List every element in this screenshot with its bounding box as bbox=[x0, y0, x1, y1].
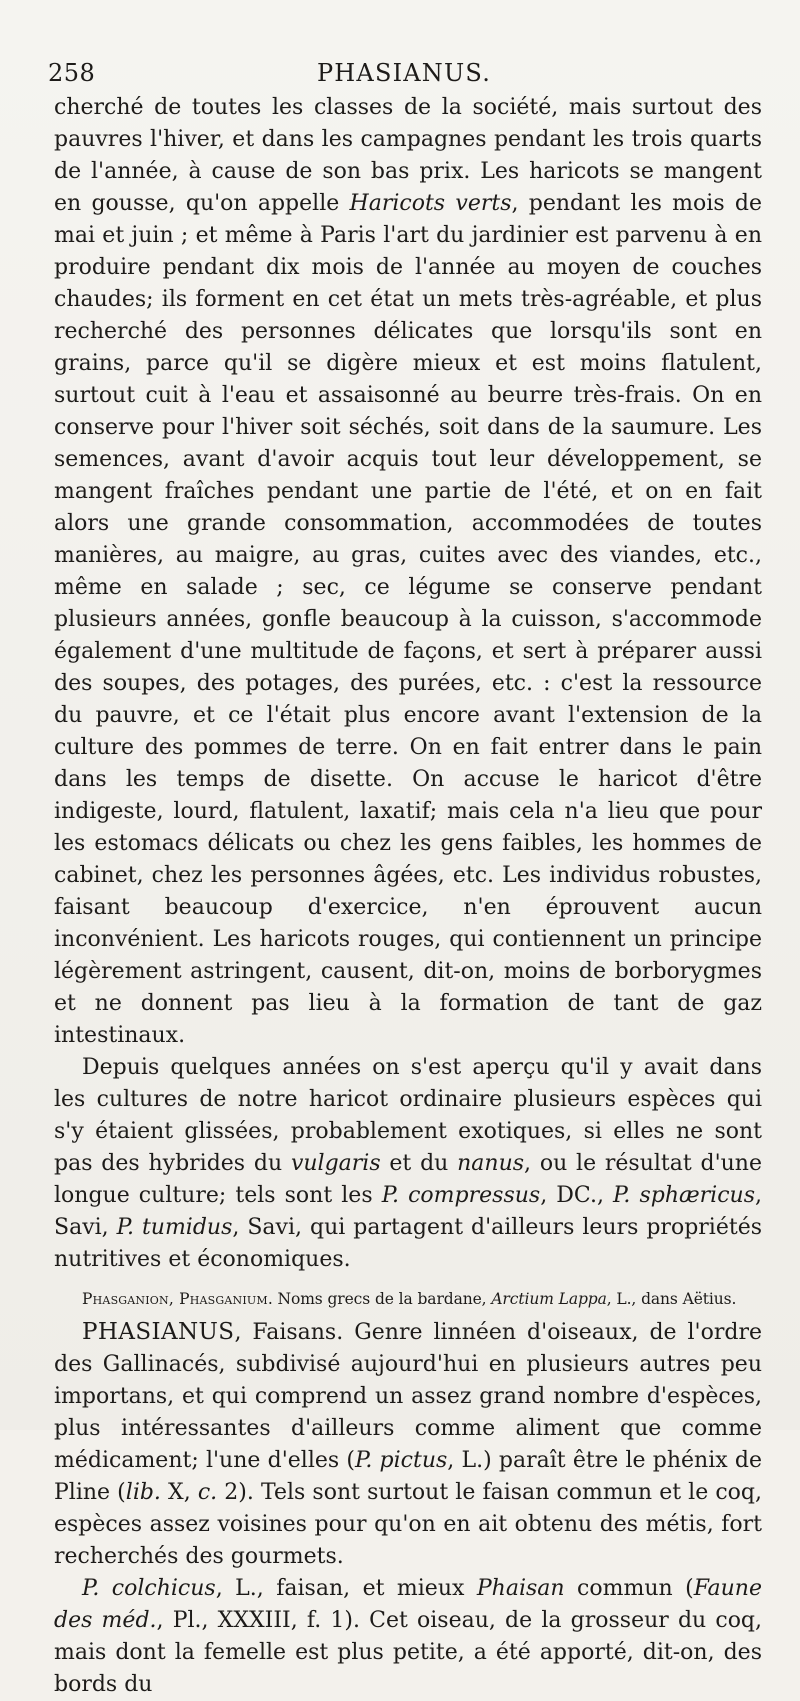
italic-term: P. colchicus bbox=[82, 1576, 216, 1601]
italic-term: lib. bbox=[125, 1480, 161, 1505]
italic-term: Faune des méd. bbox=[54, 1576, 762, 1633]
running-title: PHASIANUS. bbox=[316, 59, 492, 87]
italic-term: P. sphæricus bbox=[613, 1183, 756, 1208]
page-number: 258 bbox=[48, 59, 96, 87]
italic-term: P. tumidus bbox=[116, 1215, 233, 1240]
text-span: Depuis quelques années on s'est aperçu qu'il y avait dans les cultures de notre haricot ordinaire plusieurs espèces qui s'y étaient glissées, probablement exotiques, si elles ne sont pas des hybrides du bbox=[54, 1055, 762, 1176]
italic-term: c. bbox=[197, 1480, 218, 1505]
entry-heading: PHASIANUS bbox=[82, 1319, 235, 1345]
text-span: , Faisans. Genre linnéen d'oiseaux, de l'ordre des Gallinacés, subdivisé aujourd'hui en plusieurs autres peu importans, et qui comprend un assez grand nombre d'espèces, plus intéressantes d'ailleurs comme aliment que comme médicament; l'une d'elles ( bbox=[54, 1320, 762, 1473]
paragraph-haricot-usage bbox=[54, 92, 762, 1052]
main-text bbox=[54, 92, 762, 1701]
text-span: , ou le résultat d'une longue culture; tels sont les bbox=[54, 1151, 762, 1208]
paragraph-phasianus bbox=[54, 1316, 762, 1573]
italic-term: Haricots verts bbox=[349, 191, 512, 216]
text-span: 2). Tels sont surtout le faisan commun et le coq, espèces assez voisines pour qu'on en ait obtenu des métis, fort recherchés des gourmets. bbox=[54, 1480, 763, 1569]
note-heading: Phasganion, Phasganium bbox=[82, 1290, 268, 1308]
text-span: , Pl., XXXIII, f. 1). Cet oiseau, de la grosseur du coq, mais dont la femelle est plus petite, a été apporté, dit-on, des bords du bbox=[54, 1608, 763, 1697]
text-span: , pendant les mois de mai et juin ; et même à Paris l'art du jardinier est parvenu à en produire pendant dix mois de l'année au moyen de couches chaudes; ils forment en cet état un mets très-agréable, et plus recherché des personnes délicates que lorsqu'ils sont en grains, parce qu'il se digère mieux et est moins flatulent, surtout cuit à l'eau et assaisonné au beurre très-frais. On en conserve pour l'hiver soit séchés, soit dans de la saumure. Les semences, avant d'avoir acquis tout leur développement, se mangent fraîches pendant une partie de l'été, et on en fait alors une grande consommation, accommodées de toutes manières, au maigre, au gras, cuites avec des viandes, etc., même en salade ; sec, ce légume se conserve pendant plusieurs années, gonfle beaucoup à la cuisson, s'accommode également d'une multitude de façons, et sert à préparer aussi des soupes, des potages, des purées, etc. : c'est la ressource du pauvre, et ce l'était plus encore avant l'extension de la culture des pommes de terre. On en fait entrer dans le pain dans les temps de disette. On accuse le haricot d'être indigeste, lourd, flatulent, laxatif; mais cela n'a lieu que pour les estomacs délicats ou chez les gens faibles, les hommes de cabinet, chez les personnes âgées, etc. Les individus robustes, faisant beaucoup d'exercice, n'en éprouvent aucun inconvénient. Les haricots rouges, qui contiennent un principe légèrement astringent, causent, dit-on, moins de borborygmes et ne donnent pas lieu à la formation de tant de gaz intestinaux. bbox=[54, 191, 762, 1048]
text-span: , L.) paraît être le phénix de Pline ( bbox=[54, 1448, 762, 1505]
text-span: , DC., bbox=[540, 1183, 614, 1208]
text-span: X, bbox=[160, 1480, 198, 1505]
text-span: et du bbox=[380, 1151, 458, 1176]
note-phasganion bbox=[54, 1288, 762, 1310]
text-span: , L., dans Aëtius. bbox=[606, 1290, 737, 1308]
italic-term: vulgaris bbox=[290, 1151, 381, 1176]
text-span: commun ( bbox=[564, 1576, 694, 1601]
page-header bbox=[48, 56, 760, 90]
text-span: , L., faisan, et mieux bbox=[215, 1576, 477, 1601]
paragraph-haricot-species bbox=[54, 1052, 762, 1276]
paragraph-colchicus bbox=[54, 1573, 762, 1701]
text-span: cherché de toutes les classes de la société, mais surtout des pauvres l'hiver, et dans les campagnes pendant les trois quarts de l'année, à cause de son bas prix. Les haricots se mangent en gousse, qu'on appelle bbox=[54, 95, 762, 216]
text-span: , Savi, bbox=[54, 1183, 763, 1240]
text-span: . Noms grecs de la bardane, bbox=[267, 1290, 492, 1308]
italic-term: P. pictus bbox=[354, 1448, 448, 1473]
italic-term: Arctium Lappa bbox=[491, 1290, 607, 1308]
italic-term: P. compressus bbox=[381, 1183, 541, 1208]
italic-term: nanus bbox=[457, 1151, 525, 1176]
italic-term: Phaisan bbox=[476, 1576, 565, 1601]
text-span: , Savi, qui partagent d'ailleurs leurs propriétés nutritives et économiques. bbox=[54, 1215, 762, 1272]
